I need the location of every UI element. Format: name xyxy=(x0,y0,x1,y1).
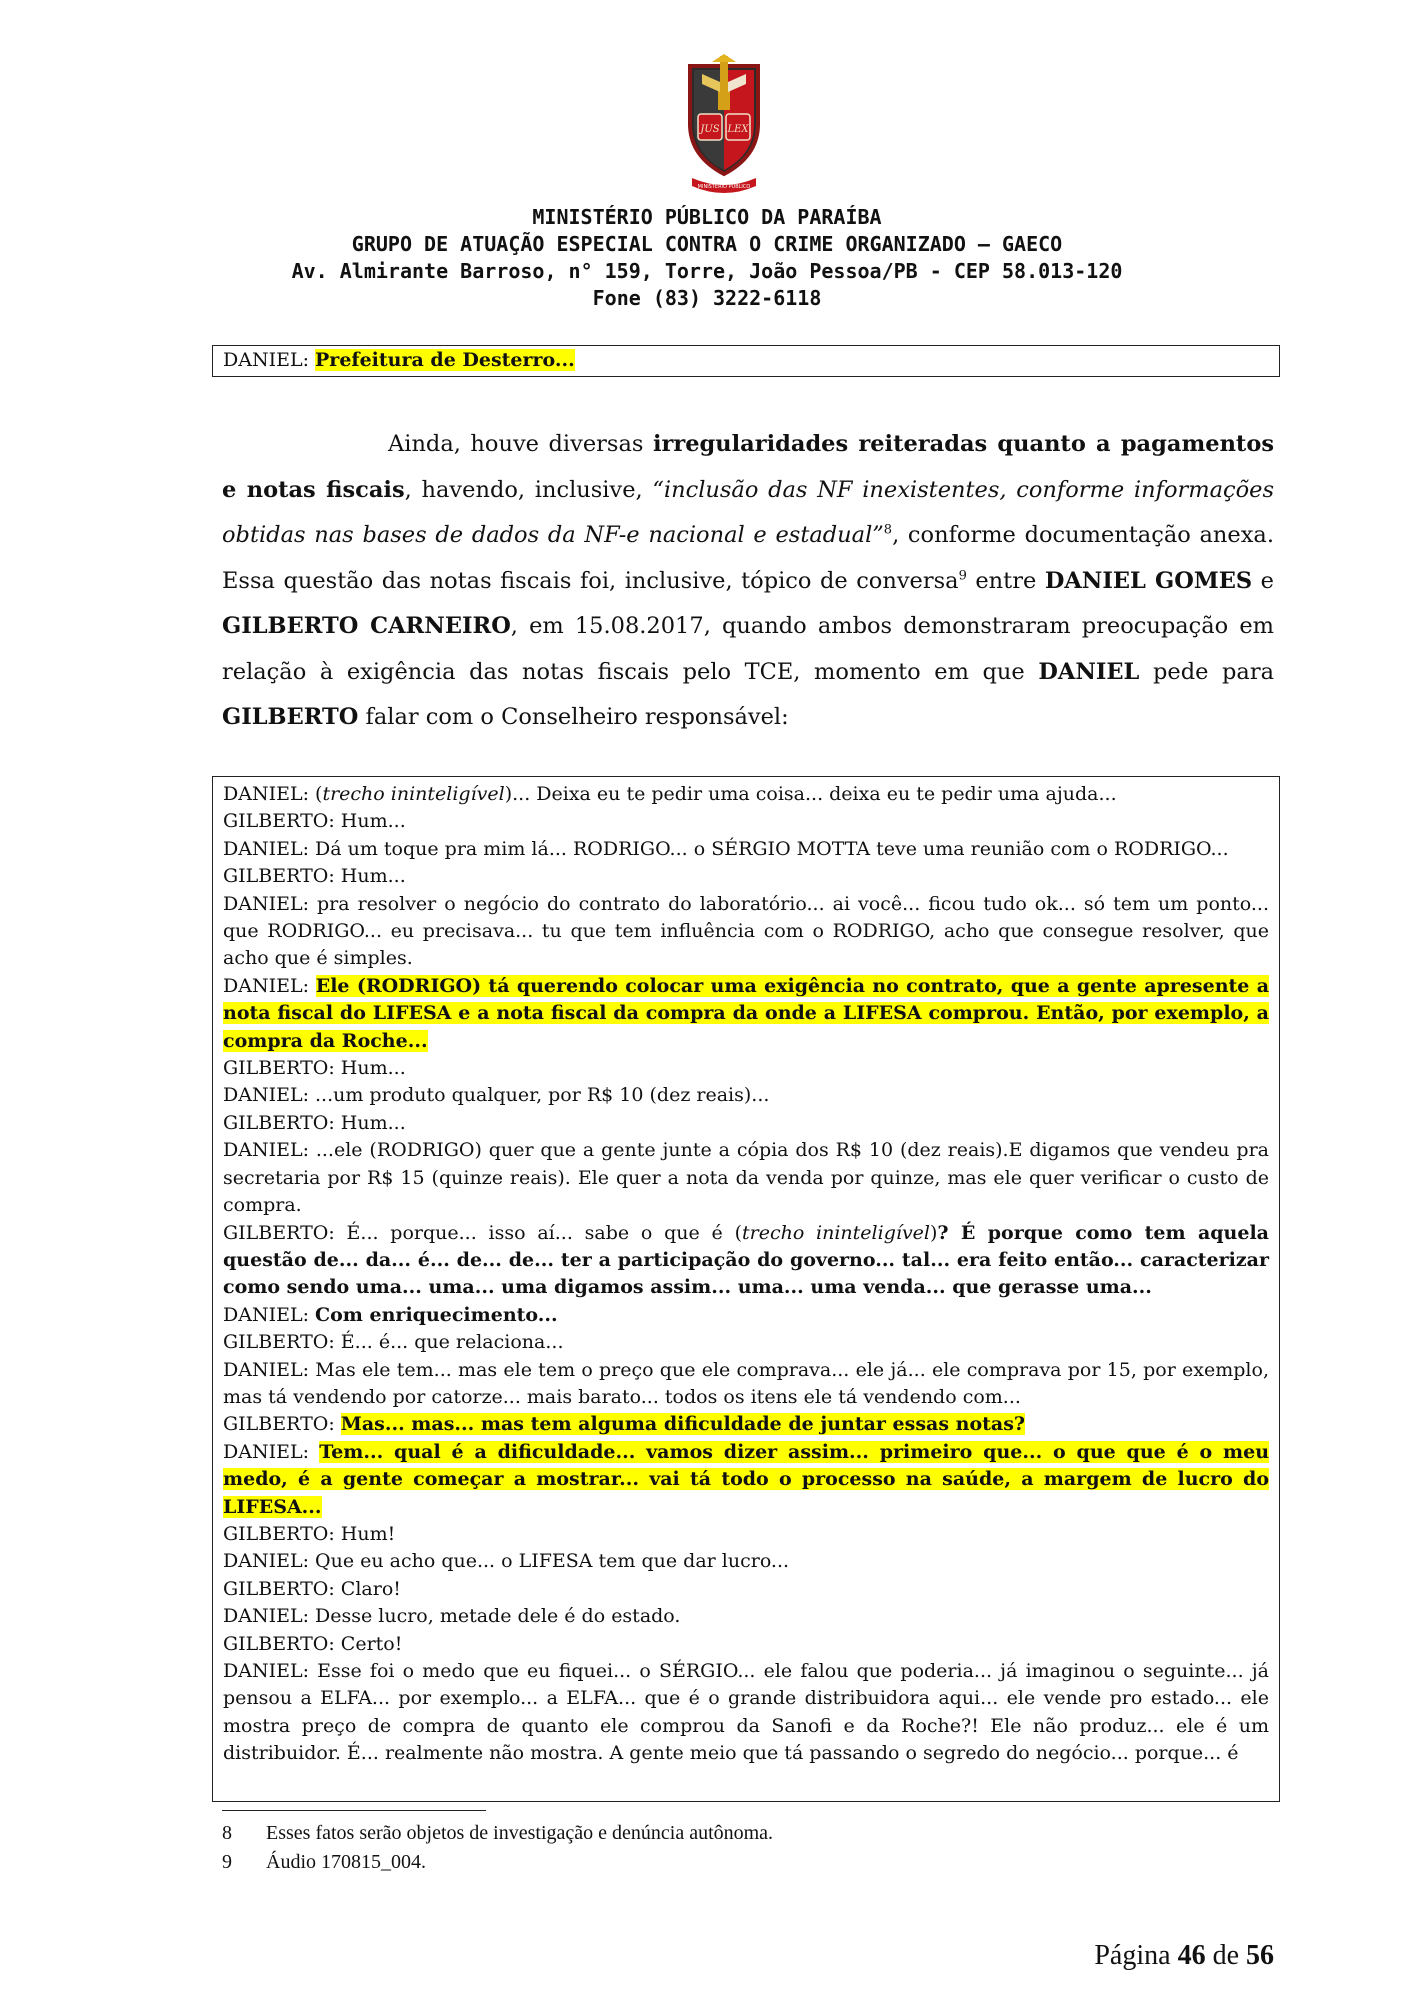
dialogue-line: DANIEL: pra resolver o negócio do contrato do laboratório... ai você... ficou tudo ok... só tem um ponto... que RODRIGO... eu precisava... tu que tem influência com o RODRIGO, acho que consegue resolver, que acho que é simples. xyxy=(223,892,1269,970)
dialogue-line: DANIEL: Dá um toque pra mim lá... RODRIGO... o SÉRGIO MOTTA teve uma reunião com o RODRIGO... xyxy=(223,837,1229,860)
dialogue-line: DANIEL: Esse foi o medo que eu fiquei... o SÉRGIO... ele falou que poderia... já imaginou o seguinte... já pensou a ELFA... por exemplo... a ELFA... que é o grande distribuidora aqui... ele vende pro estado... ele mostra preço de compra de quanto ele comprou da Sanofi e da Roche?! Ele não produz... ele é um distribuidor. É... realmente não mostra. A gente meio que tá passando o segredo do negócio... porque... é xyxy=(223,1660,1269,1765)
bold-name: GILBERTO CARNEIRO xyxy=(222,613,511,639)
text-run: falar com o Conselheiro responsável: xyxy=(358,704,789,730)
text-run: e xyxy=(1252,567,1274,594)
bold-name: GILBERTO xyxy=(222,704,359,730)
phone: Fone (83) 3222-6118 xyxy=(592,286,822,310)
footnote-8: 8 Esses fatos serão objetos de investigação e denúncia autônoma. xyxy=(222,1822,774,1844)
text-run: , em 15.08.2017, quando ambos demonstraram preocupação em relação à exigência das notas fiscais pelo TCE, momento em que xyxy=(222,613,1274,685)
bold-text-run: irregularidades reiteradas quanto a pagamentos e notas fiscais xyxy=(222,431,1274,503)
footnote-ref-8[interactable]: 8 xyxy=(883,522,893,538)
highlighted-quote: Ele (RODRIGO) tá querendo colocar uma exigência no contrato, que a gente apresente a nota fiscal do LIFESA e a nota fiscal da compra da onde a LIFESA comprou. Então, por exemplo, a compra da Roche... xyxy=(223,974,1270,1052)
address: Av. Almirante Barroso, n° 159, Torre, João Pessoa/PB - CEP 58.013-120 xyxy=(291,259,1123,283)
dialogue-line: GILBERTO: Mas... mas... mas tem alguma dificuldade de juntar essas notas? xyxy=(223,1413,1026,1436)
page-number: Página 46 de 56 xyxy=(1094,1940,1274,1971)
footnote-separator xyxy=(222,1810,486,1811)
dialogue-line: GILBERTO: É... porque... isso aí... sabe o que é (trecho ininteligível)? É porque como tem aquela questão de... da... é... de... de... ter a participação do governo... tal... era feito então... caracterizar como sendo uma... uma... uma digamos assim... uma... uma venda... que gerasse uma... xyxy=(223,1221,1269,1299)
dialogue-line: DANIEL: (trecho ininteligível)... Deixa eu te pedir uma coisa... deixa eu te pedir uma ajuda... xyxy=(223,783,1117,805)
highlighted-quote: Tem... qual é a dificuldade... vamos dizer assim... primeiro que... o que que é o meu medo, é a gente começar a mostrar... vai tá todo o processo na saúde, a margem de lucro do LIFESA... xyxy=(223,1440,1270,1518)
dialogue-line: GILBERTO: Hum... xyxy=(223,865,406,888)
dialogue-line: GILBERTO: Hum... xyxy=(223,1057,406,1080)
letterhead xyxy=(0,204,1414,312)
dialogue-line: GILBERTO: É... é... que relaciona... xyxy=(223,1331,564,1354)
bold-name: DANIEL GOMES xyxy=(1044,567,1253,594)
text-run: , havendo, inclusive, xyxy=(404,476,653,503)
institution-name: MINISTÉRIO PÚBLICO DA PARAÍBA xyxy=(532,205,882,229)
seal-text-jus: JUS xyxy=(700,124,720,135)
dialogue-line: DANIEL: Mas ele tem... mas ele tem o preço que ele comprava... ele já... ele comprava por 15, por exemplo, mas tá vendendo por catorze... mais barato... todos os itens ele tá vendendo com... xyxy=(223,1358,1269,1408)
dialogue-line: DANIEL: Tem... qual é a dificuldade... vamos dizer assim... primeiro que... o que que é o meu medo, é a gente começar a mostrar... vai tá todo o processo na saúde, a margem de lucro do LIFESA... xyxy=(223,1440,1270,1518)
footnotes xyxy=(222,1819,773,1877)
text-run: , conforme documentação anexa. Essa questão das notas fiscais foi, inclusive, tópico de conversa xyxy=(222,522,1274,594)
text-run: entre xyxy=(966,567,1045,594)
seal-ribbon-text: MINISTÉRIO PÚBLICO xyxy=(697,184,751,190)
footnote-9: 9 Áudio 170815_004. xyxy=(222,1851,426,1873)
dialogue-transcript-box xyxy=(212,776,1280,1802)
italic-quote: “inclusão das NF inexistentes, conforme informações obtidas nas bases de dados da NF-e nacional e estadual” xyxy=(222,476,1274,548)
highlighted-quote: Prefeitura de Desterro... xyxy=(315,349,575,371)
footnote-ref-9[interactable]: 9 xyxy=(958,568,967,583)
coat-of-arms-seal xyxy=(674,52,774,202)
speaker-label: DANIEL: xyxy=(223,349,316,371)
dialogue-line: GILBERTO: Hum! xyxy=(223,1522,396,1545)
transcript-excerpt-box xyxy=(212,345,1280,377)
body-paragraph xyxy=(222,422,1274,741)
bold-name: DANIEL xyxy=(1038,658,1140,685)
group-name: GRUPO DE ATUAÇÃO ESPECIAL CONTRA O CRIME ORGANIZADO – GAECO xyxy=(351,232,1063,256)
dialogue-line: GILBERTO: Hum... xyxy=(223,810,406,833)
dialogue-line: GILBERTO: Certo! xyxy=(223,1632,403,1655)
dialogue-line: DANIEL: Ele (RODRIGO) tá querendo colocar uma exigência no contrato, que a gente apresente a nota fiscal do LIFESA e a nota fiscal da compra da onde a LIFESA comprou. Então, por exemplo, a compra da Roche... xyxy=(223,974,1270,1052)
dialogue-line: DANIEL: Que eu acho que... o LIFESA tem que dar lucro... xyxy=(223,1550,790,1573)
seal-text-lex: LEX xyxy=(727,124,749,135)
dialogue-line: DANIEL: ...um produto qualquer, por R$ 10 (dez reais)... xyxy=(223,1084,770,1107)
dialogue-line: DANIEL: ...ele (RODRIGO) quer que a gente junte a cópia dos R$ 10 (dez reais).E digamos que vendeu pra secretaria por R$ 15 (quinze reais). Ele quer a nota da venda por quinze, mas ele quer verificar o custo de compra. xyxy=(223,1139,1269,1217)
dialogue-line: GILBERTO: Claro! xyxy=(223,1577,401,1600)
dialogue-line: GILBERTO: Hum... xyxy=(223,1111,406,1134)
text-run: pede para xyxy=(1139,658,1275,685)
highlighted-quote: Mas... mas... mas tem alguma dificuldade de juntar essas notas? xyxy=(340,1413,1026,1436)
dialogue-line: DANIEL: Desse lucro, metade dele é do estado. xyxy=(223,1605,681,1628)
dialogue-line: DANIEL: Com enriquecimento... xyxy=(223,1303,558,1326)
text-run: Ainda, houve diversas xyxy=(388,431,653,457)
